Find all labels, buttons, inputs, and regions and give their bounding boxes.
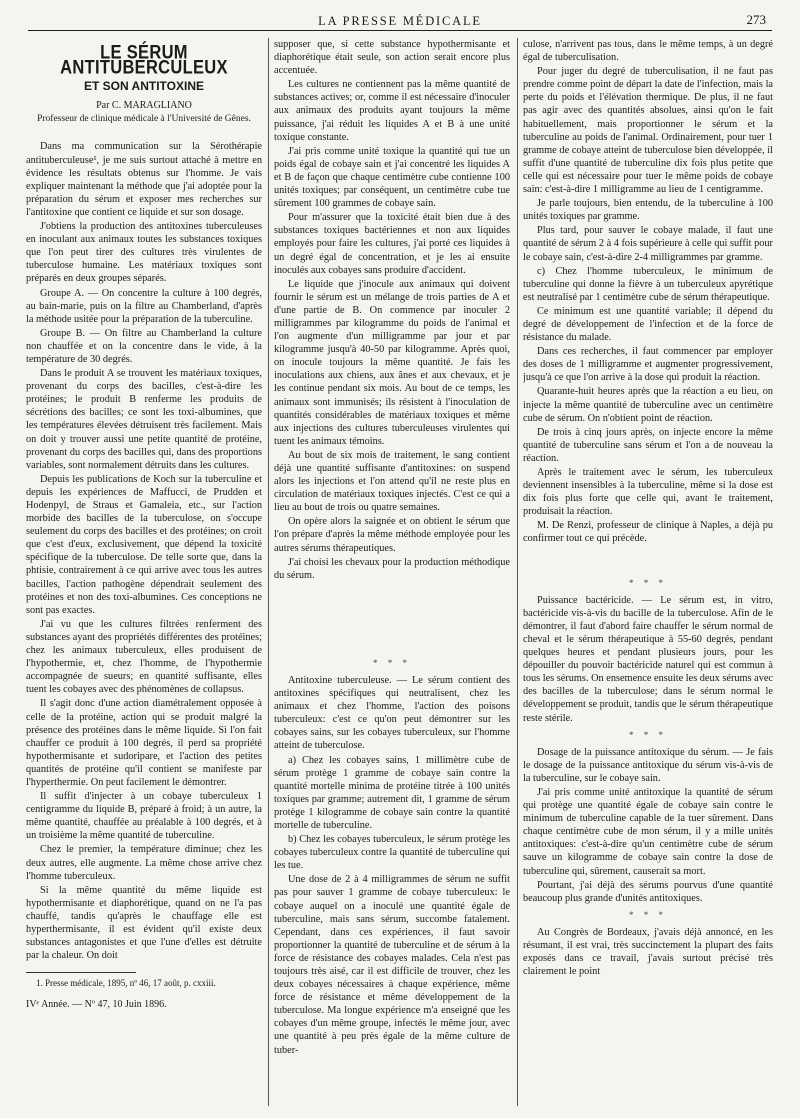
- section-gap: [523, 547, 773, 573]
- paragraph: Je parle toujours, bien entendu, de la tuberculine à 100 unités toxiques par gramme.: [523, 198, 773, 223]
- section-separator: * * *: [629, 909, 667, 920]
- paragraph: Il suffit d'injecter à un cobaye tuberculeux 1 centigramme du liquide B, préparé à froid; à un autre, la même quantité, chauffée au préalable à 100 degrés, et à un troisième la même quantité de tuberculine.: [26, 791, 262, 842]
- column-2: [274, 38, 510, 1106]
- paragraph: Pour m'assurer que la toxicité était bien due à des substances toxiques bactériennes et non aux liquides employés pour faire les cultures, j'ai porté ces liquides à un degré égal de concentration, et je les ai ensuite inoculés aux cobayes sans produire d'accident.: [274, 212, 510, 276]
- article-title: LE SÉRUM ANTITUBERCULEUX: [60, 42, 228, 79]
- article-subtitle: ET SON ANTITOXINE: [83, 79, 204, 94]
- paragraph: Dans le produit A se trouvent les matériaux toxiques, provenant du corps des bacilles, c'est-à-dire les protéines; le produit B renferme les produits de sécrétions des bacilles; ce sont les toxi-albumines, que les températures élevées détruisent très facilement. Mais on doit y trouver aussi une petite quantité de protéine, provenant du corps des bacilles qui, dans des proportions variables, sont normalement détruits dans les cultures.: [26, 368, 262, 471]
- paragraph: J'ai pris comme unité antitoxique la quantité de sérum qui protège une quantité égale de cobaye sain contre le minimum de tuberculine capable de la tuer sûrement. Dans chaque centimètre cube de mon sérum, il y a mille unités antitoxiques: c'est-à-dire qu'un centimètre cube de sérum sauve un kilogramme de cobaye sain contre la dose de tuberculine qui, sûrement, causerait sa mort.: [523, 786, 773, 877]
- paragraph: J'ai vu que les cultures filtrées renferment des substances ayant des propriétés différentes des protéines; chez les animaux tuberculeux, elles produisent de l'hypothermie, et, chez l'homme, de l'hypothermie accompagnée de sueurs; en quantité suffisante, elles tuent les cobayes avec des phénomènes de collapsus.: [26, 618, 262, 696]
- author-line: Par C. MARAGLIANO: [96, 100, 192, 112]
- footnote-rule: [26, 972, 136, 973]
- paragraph: J'ai pris comme unité toxique la quantité qui tue un poids égal de cobaye sain et j'ai concentré les liquides A et B de façon que chaque centimètre cube contienne 100 unités toxiques; par conséquent, un centimètre cube tue sûrement 100 grammes de cobaye sain.: [274, 145, 510, 210]
- journal-title: LA PRESSE MÉDICALE: [318, 14, 482, 28]
- paragraph: Plus tard, pour sauver le cobaye malade, il faut une quantité de sérum 2 à 4 fois supérieure à celle qui suffit pour le cobaye sain, c'est-à-dire 2-4 milligrammes par gramme.: [523, 225, 773, 263]
- paragraph: Il s'agit donc d'une action diamétralement opposée à celle de la protéine, action qui se produit malgré la présence des protéines dans le même liquide. Si l'on fait chauffer ce produit à 100 degrés, il perd sa propriété hypothermisante et sudoripare, et l'action des petites quantités de protéine qu'il contient se manifeste par l'hyperthermie. On peut facilement le démontrer.: [26, 698, 262, 788]
- author-affiliation: Professeur de clinique médicale à l'Université de Gênes.: [37, 114, 251, 125]
- paragraph: Les cultures ne contiennent pas la même quantité de substances actives; or, comme il est nécessaire d'inoculer aux animaux des produits ayant toujours la même puissance, j'ai réduit les liquides A et B à une unité toxique constante.: [274, 79, 510, 143]
- paragraph: Le liquide que j'inocule aux animaux qui doivent fournir le sérum est un mélange de trois parties de A et d'une partie de B. On commence par inoculer 2 milligrammes par kilogramme du poids de l'animal et l'on augmente d'un milligramme par jour et par kilogramme jusqu'à 40-50 par kilogramme. Après quoi, on inocule toujours la même quantité. Je fais les inoculations aux chiens, aux ânes et aux chevaux, et je les continue pendant six mois. Au bout de ce temps, les animaux sont immunisés; ils résistent à l'inoculation de quantités considérables de matériaux toxiques et même aux injections des cultures tuberculeuses virulentes qui tuent les animaux témoins.: [274, 278, 510, 447]
- paragraph: Quarante-huit heures après que la réaction a eu lieu, on injecte la même quantité de tuberculine avec un centimètre cube de sérum. On n'obtient point de réaction.: [523, 386, 773, 424]
- paragraph: On opère alors la saignée et on obtient le sérum que l'on prépare d'après la même méthode employée pour les autres sérums thérapeutiques.: [274, 516, 510, 554]
- paragraph: De trois à cinq jours après, on injecte encore la même quantité de tuberculine sans sérum et l'on a de nouveau la réaction.: [523, 426, 773, 464]
- paragraph: Au bout de six mois de traitement, le sang contient déjà une quantité suffisante d'antitoxines: on suspend alors les injections et l'on attend qu'il ne reste plus en circulation de matériaux toxiques injectés. C'est ce qui a lieu au bout de trois ou quatre semaines.: [274, 449, 510, 514]
- paragraph: c) Chez l'homme tuberculeux, le minimum de tuberculine qui donne la fièvre à un tuberculeux apyrétique est neutralisé par 1 centimètre cube de sérum thérapeutique.: [523, 265, 773, 303]
- paragraph: Pourtant, j'ai déjà des sérums pourvus d'une quantité beaucoup plus grande d'unités antitoxiques.: [523, 879, 773, 904]
- paragraph: Ce minimum est une quantité variable; il dépend du degré de développement de l'infection et de la force de résistance du malade.: [523, 305, 773, 344]
- paragraph: Antitoxine tuberculeuse. — Le sérum contient des antitoxines spécifiques qui neutralisent, chez les animaux et chez l'homme, l'action des poisons tuberculeux: c'est ce qu'on peut démontrer sur les cobayes sains, sur les cobayes tuberculeux, sur l'homme atteint de tuberculose.: [274, 674, 510, 752]
- paragraph: Pour juger du degré de tuberculisation, il ne faut pas prendre comme point de départ la date de l'infection, mais la perte du poids et l'élévation thermique. De plus, il ne faut pas agir avec des quantités absolues, ainsi qu'on le fait habituellement, mais proportionner le sérum et la tuberculine au poids de l'animal. Ordinairement, pour tuer 1 gramme de cobaye atteint de tuberculose bien développée, il suffit d'une quantité de tuberculine dix fois plus petite que celle qui est nécessaire pour tuer le même poids de cobaye sain: c'est-à-dire 1 milligramme au lieu de 1 centigramme.: [523, 66, 773, 196]
- section-separator: * * *: [373, 657, 411, 668]
- page-header: [28, 6, 772, 31]
- paragraph: b) Chez les cobayes tuberculeux, le sérum protège les cobayes tuberculeux contre la quantité de tuberculine qui les tue.: [274, 834, 510, 872]
- paragraph: Chez le premier, la température diminue; chez les deux autres, elle augmente. La même chose arrive chez l'homme tuberculeux.: [26, 844, 262, 882]
- paragraph: J'obtiens la production des antitoxines tuberculeuses en inoculant aux animaux toutes les substances toxiques que l'on peut tirer des cultures très virulentes de tuberculose humaine. Les matériaux toxiques sont préparés en deux groupes séparés.: [26, 221, 262, 285]
- paragraph: Puissance bactéricide. — Le sérum est, in vitro, bactéricide vis-à-vis du bacille de la tuberculose. Afin de le démontrer, il faut d'abord faire chauffer le sérum normal de cheval et le sérum thérapeutique à 55-60 degrés, pendant quelques heures et pendant plusieurs jours, pour les dépouiller du pouvoir bactéricide naturel qui est commun à tous les sérums. On ensemence ensuite les deux sérums avec des bacilles de la tuberculose; dans le sérum normal le développement se produit, tandis que le sérum thérapeutique reste stérile.: [523, 594, 773, 724]
- section-separator: * * *: [629, 729, 667, 740]
- paragraph: Si la même quantité du même liquide est hypothermisante et diaphorétique, quand on ne l'a pas chauffé, tandis qu'après le chauffage elle est hyperthermisante, il est évident qu'il existe deux substances antagonistes et que l'une d'elles est détruite par la chaleur. On doit: [26, 884, 262, 962]
- column-divider: [517, 38, 518, 1106]
- paragraph: Une dose de 2 à 4 milligrammes de sérum ne suffit pas pour sauver 1 gramme de cobaye tuberculeux: le cobaye auquel on a inoculé une quantité égale de tuberculine, mais sans sérum, succombe fatalement. Cependant, dans ces expériences, il faut savoir proportionner la quantité de tuberculine et de sérum à la force de résistance des cobayes malades. Cela n'est pas toujours très aisé, car il est difficile de trouver, chez les deux cobayes nécessaires à chaque expérience, même force de résistance et même développement de la tuberculose. Ma longue expérience m'a enseigné que les cobayes d'un même groupe, infectés le même jour, avec une quantité à peu près égale de la même culture de tuber-: [274, 874, 510, 1056]
- paragraph: Après le traitement avec le sérum, les tuberculeux deviennent insensibles à la tuberculine, même si la dose est dix fois plus forte que celle qui, avant le traitement, produisait la réaction.: [523, 467, 773, 518]
- page-number: 273: [746, 12, 766, 27]
- paragraph: Depuis les publications de Koch sur la tuberculine et depuis les expériences de Maffucci, de Prudden et Hodenpyl, de Straus et Gamaleia, etc., sur l'action morbide des bacilles de la tuberculose, on s'occupe seulement du corps des bacilles et des protéines; on croit que c'est d'eux, exclusivement, que dépend la toxicité spécifique de la tuberculose. De telle sorte que, dans la phtisie, contrairement à ce qui arrive avec tous les autres bacilles, l'action pathogène dépendrait seulement des protéines et non des toxi-albumines. Ces conceptions ne sont pas exactes.: [26, 473, 262, 616]
- paragraph: M. De Renzi, professeur de clinique à Naples, a déjà pu confirmer tout ce qui précède.: [523, 520, 773, 545]
- paragraph: Groupe B. — On filtre au Chamberland la culture non chauffée et on la concentre dans le vide, à la température de 30 degrés.: [26, 327, 262, 365]
- paragraph: Dans ces recherches, il faut commencer par employer des doses de 1 milligramme et augmenter progressivement, jusqu'à ce que l'on arrive à la dose qui produit la réaction.: [523, 346, 773, 384]
- column-1: [26, 38, 262, 1106]
- issue-line: IVᵉ Année. — Nº 47, 10 Juin 1896.: [26, 999, 167, 1011]
- footnote: 1. Presse médicale, 1895, nº 46, 17 août, p. cxxiii.: [36, 978, 216, 989]
- column-3: [523, 38, 773, 1106]
- paragraph: Au Congrès de Bordeaux, j'avais déjà annoncé, en les résumant, il est vrai, très succinctement la plupart des faits exposés dans ce travail, j'avais surtout précisé très clairement le point: [523, 926, 773, 978]
- section-gap: [274, 583, 510, 653]
- paragraph: Dosage de la puissance antitoxique du sérum. — Je fais le dosage de la puissance antitoxique du sérum vis-à-vis de la tuberculine, sur le cobaye sain.: [523, 746, 773, 784]
- section-separator: * * *: [629, 577, 667, 588]
- paragraph: Dans ma communication sur la Sérothérapie antituberculeuse¹, je me suis surtout attaché à mettre en évidence les résultats obtenus sur l'homme. Je vais expliquer maintenant la méthode que j'ai adoptée pour la préparation du sérum et exposer mes recherches sur l'antitoxine que contient ce liquide et sur son dosage.: [26, 141, 262, 218]
- paragraph: culose, n'arrivent pas tous, dans le même temps, à un degré égal de tuberculisation.: [523, 39, 773, 64]
- column-divider: [268, 38, 269, 1106]
- paragraph: Groupe A. — On concentre la culture à 100 degrés, au bain-marie, puis on la filtre au Chamberland, d'après la méthode usitée pour la préparation de la tuberculine.: [26, 287, 262, 325]
- paragraph: J'ai choisi les chevaux pour la production méthodique du sérum.: [274, 556, 510, 581]
- paragraph: supposer que, si cette substance hypothermisante et diaphorétique était seule, son action serait encore plus accentuée.: [274, 39, 510, 77]
- paragraph: a) Chez les cobayes sains, 1 millimètre cube de sérum protège 1 gramme de cobaye sain contre la quantité mortelle minima de protéine titrée à 100 unités toxiques par gramme; autrement dit, 1 gramme de sérum protège 1 kilogramme de cobaye sain contre la quantité mortelle de tuberculine.: [274, 754, 510, 831]
